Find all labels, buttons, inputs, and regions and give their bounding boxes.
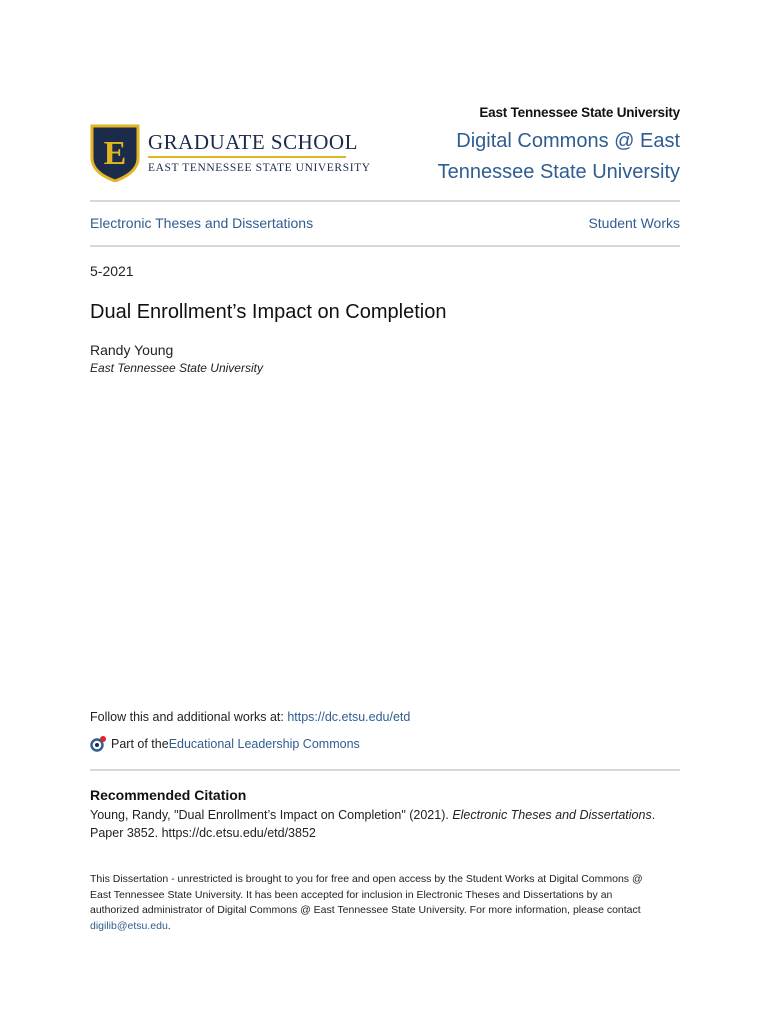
logo-divider (148, 156, 346, 158)
follow-line (90, 710, 410, 724)
etsu-shield-icon (90, 124, 140, 182)
student-works-link[interactable]: Student Works (588, 215, 680, 231)
part-of-label: Part of the (111, 737, 169, 751)
divider-top (90, 200, 680, 202)
citation-text (90, 806, 680, 842)
educational-leadership-commons-link[interactable]: Educational Leadership Commons (168, 737, 360, 751)
follow-url-link[interactable]: https://dc.etsu.edu/etd (287, 710, 411, 724)
collection-link[interactable]: Electronic Theses and Dissertations (90, 215, 314, 231)
network-icon (90, 735, 108, 753)
part-of-line (90, 735, 360, 753)
author-name: Randy Young (90, 342, 174, 358)
shield-letter: E (103, 135, 127, 172)
institution-name: East Tennessee State University (479, 105, 680, 120)
contact-email-link[interactable]: digilib@etsu.edu (90, 919, 168, 932)
citation-series: Electronic Theses and Dissertations (452, 808, 652, 822)
citation-heading: Recommended Citation (90, 787, 247, 803)
document-title: Dual Enrollment’s Impact on Completion (90, 301, 447, 323)
repository-link[interactable]: Digital Commons @ East Tennessee State University (437, 130, 680, 183)
author-affiliation: East Tennessee State University (90, 361, 263, 375)
divider-nav (90, 245, 680, 247)
logo-title: GRADUATE SCHOOL (148, 130, 358, 154)
citation-plain: Young, Randy, "Dual Enrollment’s Impact on Completion" (2021). (90, 808, 453, 822)
citation-end: . Paper 3852. https://dc.etsu.edu/etd/3852 (90, 808, 656, 840)
access-disclaimer (90, 872, 660, 934)
disclaimer-text: This Dissertation - unrestricted is brought to you for free and open access by the Student Works at Digital Commons @ East Tennessee State University. It has been accepted for inclusion in Electronic Theses and Dissertations by an authorized administrator of Digital Commons @ East Tennessee State University. For more information, please contact (90, 873, 643, 916)
disclaimer-end: . (167, 919, 171, 932)
logo-subtitle: EAST TENNESSEE STATE UNIVERSITY (148, 162, 371, 174)
follow-label: Follow this and additional works at: (90, 710, 288, 724)
divider-citation (90, 769, 680, 771)
publication-date: 5-2021 (90, 263, 134, 279)
graduate-school-logo (90, 124, 371, 182)
